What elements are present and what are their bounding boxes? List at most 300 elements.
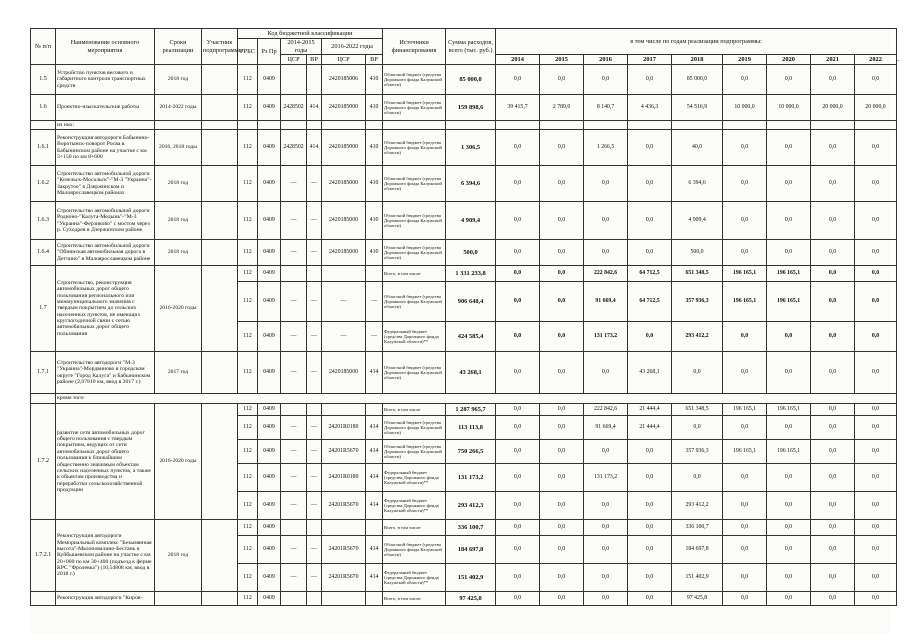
cell-year-value: 0,0	[584, 564, 628, 592]
cell-grbs: 112	[238, 65, 258, 95]
cell-year-value: 0,0	[767, 130, 811, 166]
cell-vr-2014: —	[307, 492, 322, 520]
header-no: № п/п	[31, 29, 56, 65]
cell-year-value: 0,0	[723, 240, 767, 266]
cell-year-value: 20 000,0	[811, 95, 855, 121]
cell-year-value: 0,0	[496, 130, 540, 166]
cell-year-value: 0,0	[496, 416, 540, 440]
cell-year-value: 0,0	[723, 592, 767, 606]
cell-source: Областной бюджет (средства Дорожного фонда Калужской области)	[383, 202, 446, 240]
cell-vr-2016	[366, 520, 383, 536]
cell-year-value: 0,0	[855, 464, 897, 492]
cell-name: Проектно-изыскательские работы	[56, 95, 155, 121]
cell-rz: 0409	[258, 322, 281, 352]
cell-rz: 0409	[258, 440, 281, 464]
cell-no	[31, 121, 56, 130]
cell-vr-2014	[307, 65, 322, 95]
cell-year-value: 0,0	[584, 352, 628, 394]
cell-rz: 0409	[258, 404, 281, 416]
cell-year-value: 0,0	[540, 65, 584, 95]
cell-no: 1.6.3	[31, 202, 56, 240]
cell-csr-2014	[281, 65, 307, 95]
cell-source: Всего, в том числе:	[383, 520, 446, 536]
cell-year-value: 54 516,9	[672, 95, 723, 121]
cell-year-value: 0,0	[855, 352, 897, 394]
cell-grbs: 112	[238, 492, 258, 520]
cell-year-value: 222 842,6	[584, 404, 628, 416]
cell-no: 1.6.4	[31, 240, 56, 266]
cell-source: Всего, в том числе:	[383, 592, 446, 606]
cell-term: 2018 год	[155, 166, 202, 202]
cell-total: 500,0	[446, 240, 496, 266]
cell-rz: 0409	[258, 240, 281, 266]
cell-grbs: 112	[238, 95, 258, 121]
cell-rz	[258, 121, 281, 130]
cell-year-value: 0,0	[767, 416, 811, 440]
cell-year-value	[855, 121, 897, 130]
cell-year-value: 651 348,5	[672, 404, 723, 416]
cell-year-value: 0,0	[767, 166, 811, 202]
cell-year-value: 0,0	[811, 440, 855, 464]
cell-rz: 0409	[258, 266, 281, 282]
table-row	[31, 202, 897, 240]
cell-vr-2014: —	[307, 536, 322, 564]
cell-vr-2016: 414	[366, 536, 383, 564]
cell-vr-2016	[366, 266, 383, 282]
cell-year-value: 357 936,3	[672, 282, 723, 322]
cell-year-value: 64 712,5	[628, 282, 672, 322]
cell-year-value: 0,0	[496, 322, 540, 352]
cell-grbs: 112	[238, 416, 258, 440]
cell-csr-2014: —	[281, 352, 307, 394]
cell-source: Областной бюджет (средства Дорожного фонда Калужской области)	[383, 282, 446, 322]
cell-year-value: 0,0	[811, 416, 855, 440]
cell-year-value: 0,0	[723, 536, 767, 564]
cell-source: Областной бюджет (средства Дорожного фонда Калужской области)	[383, 240, 446, 266]
cell-rz: 0409	[258, 592, 281, 606]
header-participant: Участник подпрограммы	[202, 29, 238, 65]
cell-year-value: 0,0	[540, 266, 584, 282]
cell-year-value: 0,0	[496, 404, 540, 416]
cell-vr-2016: —	[366, 322, 383, 352]
cell-year-value: 0,0	[855, 536, 897, 564]
cell-total: 4 909,4	[446, 202, 496, 240]
cell-csr-2016: 2420185000	[322, 130, 366, 166]
cell-name: Реконструкция автодороги "Киров-	[56, 592, 155, 606]
cell-source	[383, 121, 446, 130]
cell-csr-2016: 2420185000	[322, 352, 366, 394]
cell-year-value: 85 000,0	[672, 65, 723, 95]
cell-source: Всего, в том числе:	[383, 266, 446, 282]
cell-year-value: 0,0	[811, 352, 855, 394]
cell-note: кроме того:	[56, 394, 897, 404]
cell-total: 424 585,4	[446, 322, 496, 352]
cell-rz: 0409	[258, 65, 281, 95]
cell-year-value: 0,0	[811, 322, 855, 352]
cell-grbs: 112	[238, 564, 258, 592]
cell-csr-2016: 2420185000	[322, 202, 366, 240]
header-name: Наименование основного мероприятия	[56, 29, 155, 65]
cell-vr-2014: —	[307, 416, 322, 440]
cell-total: 131 173,2	[446, 464, 496, 492]
cell-year-value: 0,0	[584, 592, 628, 606]
cell-year-value: 10 000,0	[723, 95, 767, 121]
cell-year-value: 0,0	[811, 166, 855, 202]
cell-csr-2014	[281, 404, 307, 416]
cell-csr-2016: 24201R5670	[322, 536, 366, 564]
cell-total: 1 306,5	[446, 130, 496, 166]
cell-year-value: 0,0	[811, 282, 855, 322]
cell-year-value: 0,0	[496, 240, 540, 266]
cell-year-value: 222 842,6	[584, 266, 628, 282]
cell-year-value: 1 266,5	[584, 130, 628, 166]
cell-grbs: 112	[238, 266, 258, 282]
cell-grbs: 112	[238, 352, 258, 394]
table-row	[31, 520, 897, 536]
cell-csr-2016: 24201R5670	[322, 440, 366, 464]
cell-year-value: 0,0	[628, 166, 672, 202]
cell-year-value: 0,0	[767, 65, 811, 95]
cell-csr-2014: —	[281, 492, 307, 520]
cell-year-value: 0,0	[855, 240, 897, 266]
cell-total: 159 898,6	[446, 95, 496, 121]
cell-csr-2014: —	[281, 464, 307, 492]
cell-year-value: 0,0	[855, 404, 897, 416]
cell-year-value: 0,0	[496, 202, 540, 240]
cell-csr-2016: 24201R5670	[322, 564, 366, 592]
cell-vr-2014: —	[307, 440, 322, 464]
cell-total: 906 648,4	[446, 282, 496, 322]
cell-vr-2014: 414	[307, 130, 322, 166]
cell-vr-2016: 414	[366, 492, 383, 520]
cell-rz: 0409	[258, 564, 281, 592]
header-year-2020: 2020	[767, 55, 811, 65]
cell-grbs: 112	[238, 202, 258, 240]
cell-term: 2016-2020 годы	[155, 404, 202, 520]
cell-year-value: 21 444,4	[628, 404, 672, 416]
table-row	[31, 65, 897, 95]
budget-table-sheet	[30, 28, 891, 634]
cell-year-value: 293 412,2	[672, 492, 723, 520]
cell-term: 2018 год	[155, 240, 202, 266]
cell-source: Областной бюджет (средства Дорожного фонда Калужской области)	[383, 166, 446, 202]
header-kbk: Код бюджетной классификации	[238, 29, 383, 39]
cell-year-value: 0,0	[628, 564, 672, 592]
header-year-2018: 2018	[672, 55, 723, 65]
cell-term: 2016, 2018 годы	[155, 130, 202, 166]
cell-csr-2014: —	[281, 416, 307, 440]
table-row	[31, 166, 897, 202]
cell-year-value: 0,0	[540, 592, 584, 606]
header-2016-2022: 2016-2022 годы	[322, 39, 383, 55]
cell-no: 1.6.1	[31, 130, 56, 166]
cell-year-value: 0,0	[496, 65, 540, 95]
cell-vr-2014: —	[307, 282, 322, 322]
cell-year-value: 97 425,8	[672, 592, 723, 606]
header-year-2017: 2017	[628, 55, 672, 65]
cell-year-value: 0,0	[723, 464, 767, 492]
cell-vr-2014: —	[307, 564, 322, 592]
cell-year-value: 0,0	[723, 520, 767, 536]
cell-csr-2016: 24201R0180	[322, 464, 366, 492]
cell-name: Строительство автодороги "М-3 "Украина"-Мордвиново в городском округе "Город Калуга" и Бабынинском районе (2,07810 км, ввод в 2017 г.)	[56, 352, 155, 394]
cell-grbs: 112	[238, 464, 258, 492]
cell-year-value: 0,0	[628, 464, 672, 492]
cell-source: Областной бюджет (средства Дорожного фонда Калужской области)	[383, 95, 446, 121]
cell-name: Строительство автомобильной дороги "Обнинская автомобильная дорога в Детчино" в Малоярославецком районе	[56, 240, 155, 266]
cell-name: развитие сети автомобильных дорог общего пользования с твердым покрытием, ведущих от сети автомобильных дорог общего пользования к ближайшим общественно значимым объектам сельских населенных пунктов, а также к объектам производства и переработки сельскохозяйственной продукции	[56, 404, 155, 520]
cell-year-value: 0,0	[723, 322, 767, 352]
cell-year-value: 196 165,1	[767, 440, 811, 464]
cell-rz: 0409	[258, 166, 281, 202]
cell-csr-2014: —	[281, 166, 307, 202]
cell-csr-2014: —	[281, 202, 307, 240]
cell-vr-2016: 410	[366, 130, 383, 166]
cell-year-value: 0,0	[540, 202, 584, 240]
cell-csr-2016: 2420185000	[322, 166, 366, 202]
cell-name: Строительство автомобильной дороги "Козельск-Мосальск"-"М-3 "Украина"-Закрутое" в Дзержинском и Малоярославецком районах	[56, 166, 155, 202]
cell-year-value: 0,0	[584, 65, 628, 95]
budget-table	[30, 28, 897, 606]
cell-year-value: 0,0	[672, 416, 723, 440]
header-year-2021: 2021	[811, 55, 855, 65]
cell-vr-2014	[307, 520, 322, 536]
cell-year-value: 0,0	[767, 520, 811, 536]
cell-vr-2016: 414	[366, 416, 383, 440]
cell-grbs: 112	[238, 282, 258, 322]
table-row	[31, 592, 897, 606]
cell-vr-2014	[307, 266, 322, 282]
cell-participant	[202, 520, 238, 592]
table-row	[31, 130, 897, 166]
cell-vr-2014: —	[307, 464, 322, 492]
cell-vr-2016	[366, 404, 383, 416]
cell-year-value: 0,0	[767, 592, 811, 606]
cell-csr-2016: 2420185000	[322, 95, 366, 121]
table-row	[31, 95, 897, 121]
cell-year-value: 0,0	[811, 564, 855, 592]
cell-year-value: 0,0	[855, 592, 897, 606]
cell-total: 151 402,9	[446, 564, 496, 592]
cell-participant	[202, 130, 238, 166]
cell-year-value: 0,0	[496, 536, 540, 564]
cell-no: 1.7	[31, 266, 56, 352]
cell-source: Федеральный бюджет (средства Дорожного фонда Калужской области)**	[383, 492, 446, 520]
side-mark: -	[897, 58, 899, 64]
cell-year-value: 8 140,7	[584, 95, 628, 121]
cell-csr-2016: 24201R5670	[322, 492, 366, 520]
cell-year-value: 91 669,4	[584, 282, 628, 322]
cell-year-value: 0,0	[855, 520, 897, 536]
cell-year-value: 0,0	[811, 520, 855, 536]
cell-total: 1 331 233,8	[446, 266, 496, 282]
cell-year-value	[496, 121, 540, 130]
cell-year-value: 0,0	[496, 440, 540, 464]
cell-year-value: 43 268,1	[628, 352, 672, 394]
cell-year-value: 0,0	[855, 166, 897, 202]
cell-year-value: 0,0	[855, 65, 897, 95]
cell-vr-2016: —	[366, 282, 383, 322]
cell-year-value: 0,0	[584, 166, 628, 202]
cell-grbs	[238, 121, 258, 130]
cell-year-value: 0,0	[628, 130, 672, 166]
cell-year-value: 0,0	[540, 282, 584, 322]
cell-year-value: 20 000,0	[855, 95, 897, 121]
cell-rz: 0409	[258, 416, 281, 440]
cell-year-value: 0,0	[855, 202, 897, 240]
cell-year-value: 0,0	[767, 564, 811, 592]
cell-year-value: 196 165,1	[723, 266, 767, 282]
cell-no: 1.7.1	[31, 352, 56, 394]
cell-year-value: 0,0	[811, 492, 855, 520]
cell-source: Областной бюджет (средства Дорожного фонда Калужской области)	[383, 536, 446, 564]
cell-vr-2014	[307, 404, 322, 416]
cell-year-value: 0,0	[628, 440, 672, 464]
cell-year-value: 2 789,0	[540, 95, 584, 121]
header-total: Сумма расходов, всего (тыс. руб.)	[446, 29, 496, 65]
cell-participant	[202, 166, 238, 202]
cell-year-value: 0,0	[723, 416, 767, 440]
cell-vr-2016: 414	[366, 440, 383, 464]
cell-term: 2016-2020 годы	[155, 266, 202, 352]
cell-year-value: 0,0	[811, 592, 855, 606]
cell-grbs: 112	[238, 130, 258, 166]
cell-csr-2014	[281, 121, 307, 130]
cell-year-value: 0,0	[496, 166, 540, 202]
cell-csr-2016	[322, 404, 366, 416]
cell-rz: 0409	[258, 202, 281, 240]
cell-year-value: 0,0	[767, 492, 811, 520]
cell-year-value: 0,0	[540, 130, 584, 166]
cell-csr-2014: 2428502	[281, 95, 307, 121]
cell-vr-2014	[307, 592, 322, 606]
header-year-2019: 2019	[723, 55, 767, 65]
cell-source: Областной бюджет (средства Дорожного фонда Калужской области)	[383, 352, 446, 394]
cell-year-value	[767, 121, 811, 130]
cell-total: 1 287 965,7	[446, 404, 496, 416]
cell-total: 293 412,3	[446, 492, 496, 520]
cell-participant	[202, 240, 238, 266]
cell-year-value: 293 412,2	[672, 322, 723, 352]
cell-year-value: 0,0	[540, 416, 584, 440]
cell-csr-2016: 2420185000	[322, 240, 366, 266]
cell-vr-2014	[307, 121, 322, 130]
cell-total: 43 268,1	[446, 352, 496, 394]
cell-year-value: 0,0	[584, 520, 628, 536]
cell-grbs: 112	[238, 322, 258, 352]
cell-source: Федеральный бюджет (средства Дорожного фонда Калужской области)**	[383, 322, 446, 352]
table-row	[31, 394, 897, 404]
cell-name: Устройство пунктов весового и габаритного контроля транспортных средств	[56, 65, 155, 95]
cell-csr-2014: —	[281, 282, 307, 322]
cell-year-value: 39 415,7	[496, 95, 540, 121]
cell-year-value: 0,0	[767, 352, 811, 394]
table-row	[31, 404, 897, 416]
cell-vr-2014: —	[307, 240, 322, 266]
cell-year-value: 0,0	[540, 564, 584, 592]
header-year-2014: 2014	[496, 55, 540, 65]
cell-participant	[202, 266, 238, 352]
cell-year-value: 0,0	[811, 130, 855, 166]
cell-csr-2014	[281, 520, 307, 536]
cell-term: 2018 год	[155, 65, 202, 95]
cell-grbs: 112	[238, 536, 258, 564]
header-year-2015: 2015	[540, 55, 584, 65]
table-row	[31, 266, 897, 282]
cell-no: 1.7.2	[31, 404, 56, 520]
table-row	[31, 352, 897, 394]
cell-vr-2016	[366, 592, 383, 606]
cell-name: Строительство, реконструкция автомобильных дорог общего пользования регионального или межмуниципального значения с твердым покрытием до сельских населенных пунктов, не имеющих круглогодичной связи с сетью автомобильных дорог общего пользования	[56, 266, 155, 352]
cell-year-value: 0,0	[723, 166, 767, 202]
cell-term: 2018 год	[155, 202, 202, 240]
cell-year-value: 0,0	[540, 322, 584, 352]
cell-year-value: 0,0	[628, 240, 672, 266]
cell-year-value	[811, 121, 855, 130]
cell-year-value: 0,0	[855, 440, 897, 464]
cell-csr-2016: —	[322, 282, 366, 322]
cell-year-value: 21 444,4	[628, 416, 672, 440]
cell-total: 97 425,8	[446, 592, 496, 606]
cell-year-value: 0,0	[855, 322, 897, 352]
header-year-2016: 2016	[584, 55, 628, 65]
cell-year-value	[723, 121, 767, 130]
table-row	[31, 121, 897, 130]
header-vr-2: ВР	[366, 55, 383, 65]
header-by-years: в том числе по годам реализации подпрограммы:	[496, 29, 897, 55]
cell-year-value	[628, 121, 672, 130]
cell-name: Реконструкция автодороги Мемориальный комплекс "Безымянная высота"-Малоповалино-Бестань в Куйбышевском районе на участке с км 20+000 по км 30+400 (подъезд к ферме КРС "Фролевка") (10,54808 км, ввод в 2018 г.)	[56, 520, 155, 592]
cell-vr-2016: 414	[366, 564, 383, 592]
cell-csr-2014: —	[281, 536, 307, 564]
cell-year-value: 0,0	[628, 536, 672, 564]
cell-source: Федеральный бюджет (средства Дорожного фонда Калужской области)**	[383, 464, 446, 492]
cell-term	[155, 121, 202, 130]
cell-year-value: 0,0	[855, 282, 897, 322]
cell-csr-2016: 2420185006	[322, 65, 366, 95]
cell-year-value: 0,0	[767, 322, 811, 352]
header-csr-1: ЦСР	[281, 55, 307, 65]
header-source: Источники финансирования	[383, 29, 446, 65]
cell-vr-2016: 410	[366, 65, 383, 95]
cell-year-value: 0,0	[723, 564, 767, 592]
cell-year-value: 196 165,1	[767, 266, 811, 282]
cell-year-value: 196 165,1	[723, 282, 767, 322]
cell-year-value: 0,0	[540, 404, 584, 416]
cell-total	[446, 121, 496, 130]
cell-year-value: 0,0	[540, 166, 584, 202]
cell-year-value: 357 936,3	[672, 440, 723, 464]
cell-year-value: 0,0	[628, 520, 672, 536]
cell-year-value: 6 394,6	[672, 166, 723, 202]
cell-vr-2016: 414	[366, 352, 383, 394]
cell-year-value: 0,0	[496, 282, 540, 322]
cell-year-value: 196 165,1	[723, 440, 767, 464]
cell-year-value: 0,0	[855, 416, 897, 440]
cell-participant	[202, 592, 238, 606]
cell-year-value: 0,0	[496, 592, 540, 606]
cell-term: 2018 год	[155, 520, 202, 592]
cell-year-value: 0,0	[723, 492, 767, 520]
cell-vr-2016: 410	[366, 240, 383, 266]
cell-total: 85 000,0	[446, 65, 496, 95]
cell-vr-2016	[366, 121, 383, 130]
cell-name: Реконструкция автодороги Бабынино-Воротынск-поворот Росва в Бабынинском районе на участке с км 3+150 по км 8+600	[56, 130, 155, 166]
cell-total: 113 113,8	[446, 416, 496, 440]
cell-year-value: 0,0	[540, 464, 584, 492]
cell-csr-2016	[322, 121, 366, 130]
cell-year-value: 0,0	[628, 492, 672, 520]
